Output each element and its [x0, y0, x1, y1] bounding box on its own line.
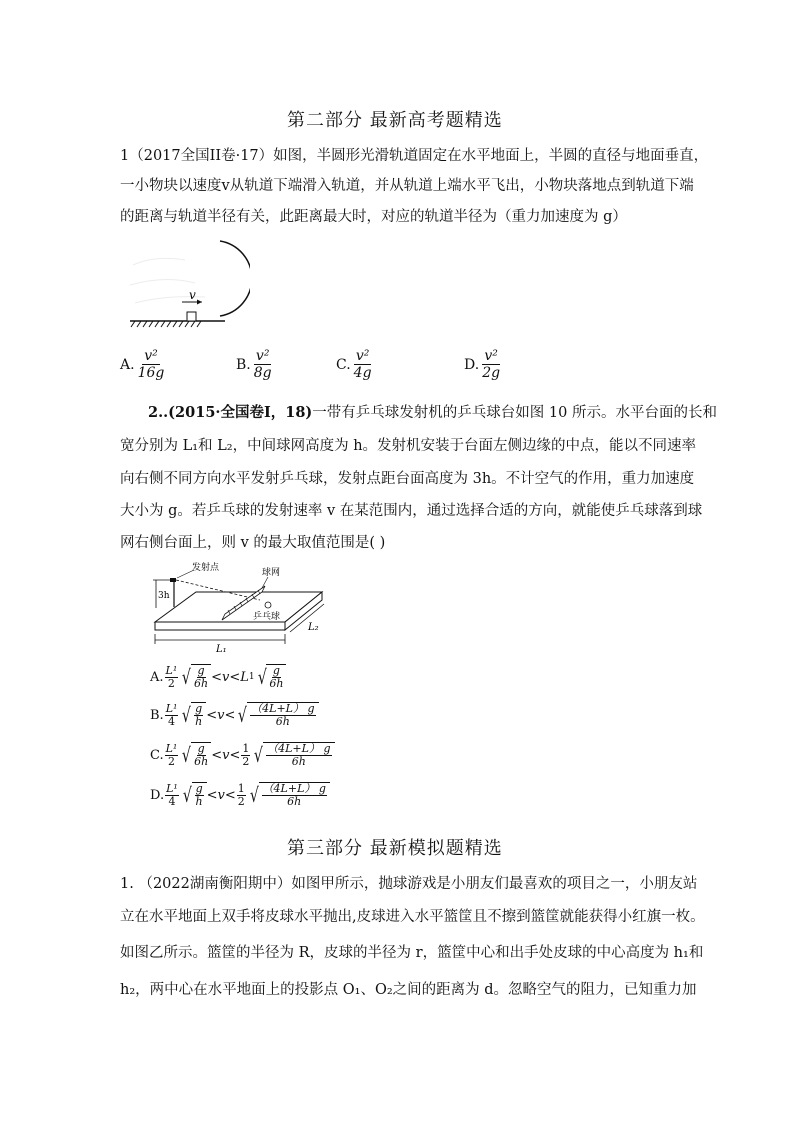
net-label: 球网 — [262, 568, 281, 578]
option-fraction: $\frac{\text{v²}}{2g}$ — [482, 348, 501, 381]
option-letter: D. — [150, 787, 165, 803]
q2-line-1 — [148, 403, 717, 423]
q1-figure-semicircle-track — [125, 235, 250, 330]
q2-line-4: 大小为 g。若乒乓球的发射速率 v 在某范围内，通过选择合适的方向，就能使乒乓球落到球 — [120, 503, 703, 519]
q1-option-d[interactable] — [464, 348, 500, 381]
math-sqrt: √ $\frac{g}{h}$ — [180, 702, 206, 728]
math-fraction: $\frac{\text{L¹}}{4}$ — [165, 701, 178, 728]
l2-label: L₂ — [308, 622, 319, 633]
height-label: 3h — [158, 591, 170, 601]
table-front — [155, 622, 285, 630]
q1-option-b[interactable] — [236, 348, 272, 381]
q1-option-a[interactable] — [120, 348, 164, 381]
option-fraction: $\frac{\text{v²}}{8g}$ — [253, 348, 272, 381]
math-fraction: $\frac{\text{L¹}}{2}$ — [165, 741, 178, 768]
math-sqrt: √ $\frac{g}{6h}$ — [256, 664, 287, 690]
q3-line-2: 立在水平地面上双手将皮球水平抛出,皮球进入水平篮筐且不擦到篮筐就能获得小红旗一枚。 — [120, 909, 705, 925]
small-block — [187, 312, 196, 321]
q2-line-5: 网右侧台面上，则 v 的最大取值范围是( ) — [120, 535, 386, 551]
option-fraction: $\frac{\text{v²}}{4g}$ — [353, 348, 372, 381]
option-letter: D. — [464, 356, 480, 373]
q2-option-d[interactable]: D. $\frac{\text{L¹}}{4}$ √ $\frac{g}{h}$ < v < $\frac{1}{2}$ √ $\frac{(4L+L) g}{6h}$ — [150, 780, 330, 810]
option-letter: C. — [150, 747, 164, 763]
q3-line-3: 如图乙所示。篮筐的半径为 R，皮球的半径为 r，篮筐中心和出手处皮球的中心高度为 h₁和 — [120, 945, 704, 961]
q2-line-3: 向右侧不同方向水平发射乒乓球，发射点距台面高度为 3h。不计空气的作用，重力加速度 — [120, 471, 695, 487]
math-sqrt: √ $\frac{g}{6h}$ — [180, 742, 211, 768]
ground-hatch — [131, 321, 201, 327]
q1-line-1: 1（2017全国II卷·17）如图，半圆形光滑轨道固定在水平地面上，半圆的直径与地面垂直， — [120, 148, 709, 164]
math-fraction: $\frac{\text{L¹}}{2}$ — [165, 663, 178, 690]
semicircle-track — [220, 241, 250, 316]
q2-line-2: 宽分别为 L₁和 L₂，中间球网高度为 h。发射机安装于台面左侧边缘的中点，能以不同速率 — [120, 438, 697, 454]
q2-line-1-text: 一带有乒乓球发射机的乒乓球台如图 10 所示。水平台面的长和 — [312, 405, 717, 421]
q2-figure-ping-pong-table — [150, 560, 325, 655]
section-title-2: 第二部分 最新高考题精选 — [287, 110, 503, 131]
q1-option-c[interactable] — [336, 348, 372, 381]
q3-line-1: 1. （2022湖南衡阳期中）如图甲所示，抛球游戏是小朋友们最喜欢的项目之一，小朋友站 — [120, 876, 698, 892]
ball-label: 乒乓球 — [253, 612, 281, 622]
option-letter: B. — [236, 356, 251, 373]
math-sqrt: √ $\frac{g}{h}$ — [181, 782, 207, 808]
option-letter: A. — [150, 669, 164, 685]
q1-line-3: 的距离与轨道半径有关，此距离最大时，对应的轨道半径为（重力加速度为 g） — [120, 209, 627, 225]
ping-pong-ball — [265, 602, 271, 608]
math-fraction: $\frac{1}{2}$ — [242, 741, 250, 768]
q2-option-c[interactable]: C. $\frac{\text{L¹}}{2}$ √ $\frac{g}{6h}$ < v < $\frac{1}{2}$ √ $\frac{(4L+L) g}{6h}$ — [150, 740, 335, 770]
l1-label: L₁ — [216, 644, 227, 655]
velocity-label: v — [189, 288, 196, 302]
math-sqrt: √ $\frac{(4L+L) g}{6h}$ — [252, 742, 334, 768]
math-sqrt: √ $\frac{(4L+L) g}{6h}$ — [236, 702, 318, 728]
option-letter: A. — [120, 356, 135, 373]
q2-option-b[interactable]: B. $\frac{\text{L¹}}{4}$ √ $\frac{g}{h}$ < v < √ $\frac{(4L+L) g}{6h}$ — [150, 700, 319, 730]
q2-option-a[interactable]: A. $\frac{\text{L¹}}{2}$ √ $\frac{g}{6h}$ < v < L 1 √ $\frac{g}{6h}$ — [150, 662, 286, 692]
q2-number: 2..(2015·全国卷Ⅰ，18) — [148, 404, 313, 421]
math-fraction: $\frac{1}{2}$ — [237, 781, 245, 808]
math-fraction: $\frac{\text{L¹}}{4}$ — [166, 781, 178, 808]
q3-line-4: h₂，两中心在水平地面上的投影点 O₁、O₂之间的距离为 d。忽略空气的阻力，已知重力加 — [120, 982, 697, 998]
q1-line-2: 一小物块以速度v从轨道下端滑入轨道，并从轨道上端水平飞出，小物块落地点到轨道下端 — [120, 178, 694, 194]
math-sqrt: √ $\frac{(4L+L) g}{6h}$ — [248, 782, 330, 808]
launch-point-label: 发射点 — [192, 563, 220, 573]
option-letter: C. — [336, 356, 351, 373]
option-letter: B. — [150, 707, 164, 723]
velocity-arrowhead — [197, 300, 202, 305]
math-sqrt: √ $\frac{g}{6h}$ — [180, 664, 211, 690]
section-title-3: 第三部分 最新模拟题精选 — [287, 838, 503, 859]
option-fraction: $\frac{\text{v²}}{16g}$ — [137, 348, 165, 381]
